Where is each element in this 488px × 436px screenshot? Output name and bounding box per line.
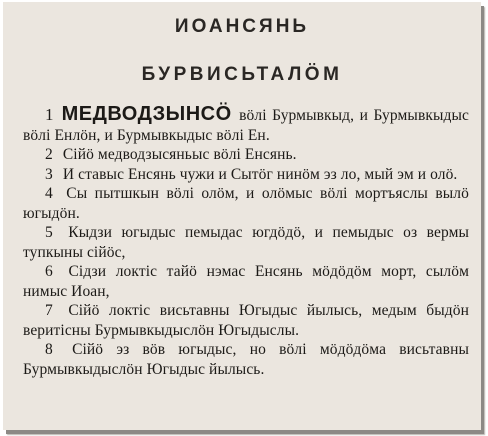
verse-number: 6	[45, 263, 53, 280]
verse	[23, 145, 469, 165]
verse-list	[23, 105, 469, 379]
verse-text: Кыдзи югыдыс пемыдас югдöдö, и пемыдыс оз вермы тупкыны сiйöс,	[23, 224, 470, 261]
verse	[23, 262, 469, 301]
scanned-page	[3, 2, 481, 430]
verse-number: 4	[45, 185, 53, 202]
verse-number: 5	[45, 224, 53, 241]
verse-lead-word: МЕДВОДЗЫНСÖ	[61, 103, 232, 125]
verse-number: 8	[45, 341, 53, 358]
verse-text: Сiйö эз вöв югыдыс, но вöлi мöдöдöма висьтавны Бурмывкыдыслöн Югыдыс йылысь.	[23, 341, 469, 378]
verse-text: Сiйö локтiс висьтавны Югыдыс йылысь, медым быдöн веритiсны Бурмывкыдыслöн Югыдыслы.	[23, 302, 469, 339]
chapter-title: БУРВИСЬТАЛÖМ	[141, 64, 343, 85]
verse-number: 2	[45, 146, 53, 163]
verse	[23, 165, 469, 185]
verse-text: Сiйö медводзысяньыс вöлi Енсянь.	[62, 146, 297, 163]
verse-number: 1	[45, 105, 54, 124]
verse-number: 3	[45, 165, 53, 183]
verse	[23, 340, 469, 379]
verse-number: 7	[45, 302, 53, 319]
verse	[23, 184, 469, 223]
verse	[23, 223, 469, 262]
verse	[23, 105, 469, 145]
verse-text: Сы пытшкын вöлi олöм, и олöмыс вöлi мортъяслы вылö югыдöн.	[23, 185, 469, 222]
verse	[23, 301, 469, 340]
verse-text: И ставыс Енсянь чужи и Сытöг нинöм эз ло, мый эм и олö.	[62, 165, 458, 183]
verse-text: Сiдзи локтiс тайö нэмас Енсянь мöдöдöм морт, сылöм нимыс Иоан,	[23, 263, 469, 300]
verse-text: вöлi Бурмывкыд, и Бурмывкыдыс вöлi Енлöн, и Бурмывкыдыс вöлi Ен.	[23, 107, 469, 144]
book-title: ИОАНСЯНЬ	[174, 16, 310, 37]
